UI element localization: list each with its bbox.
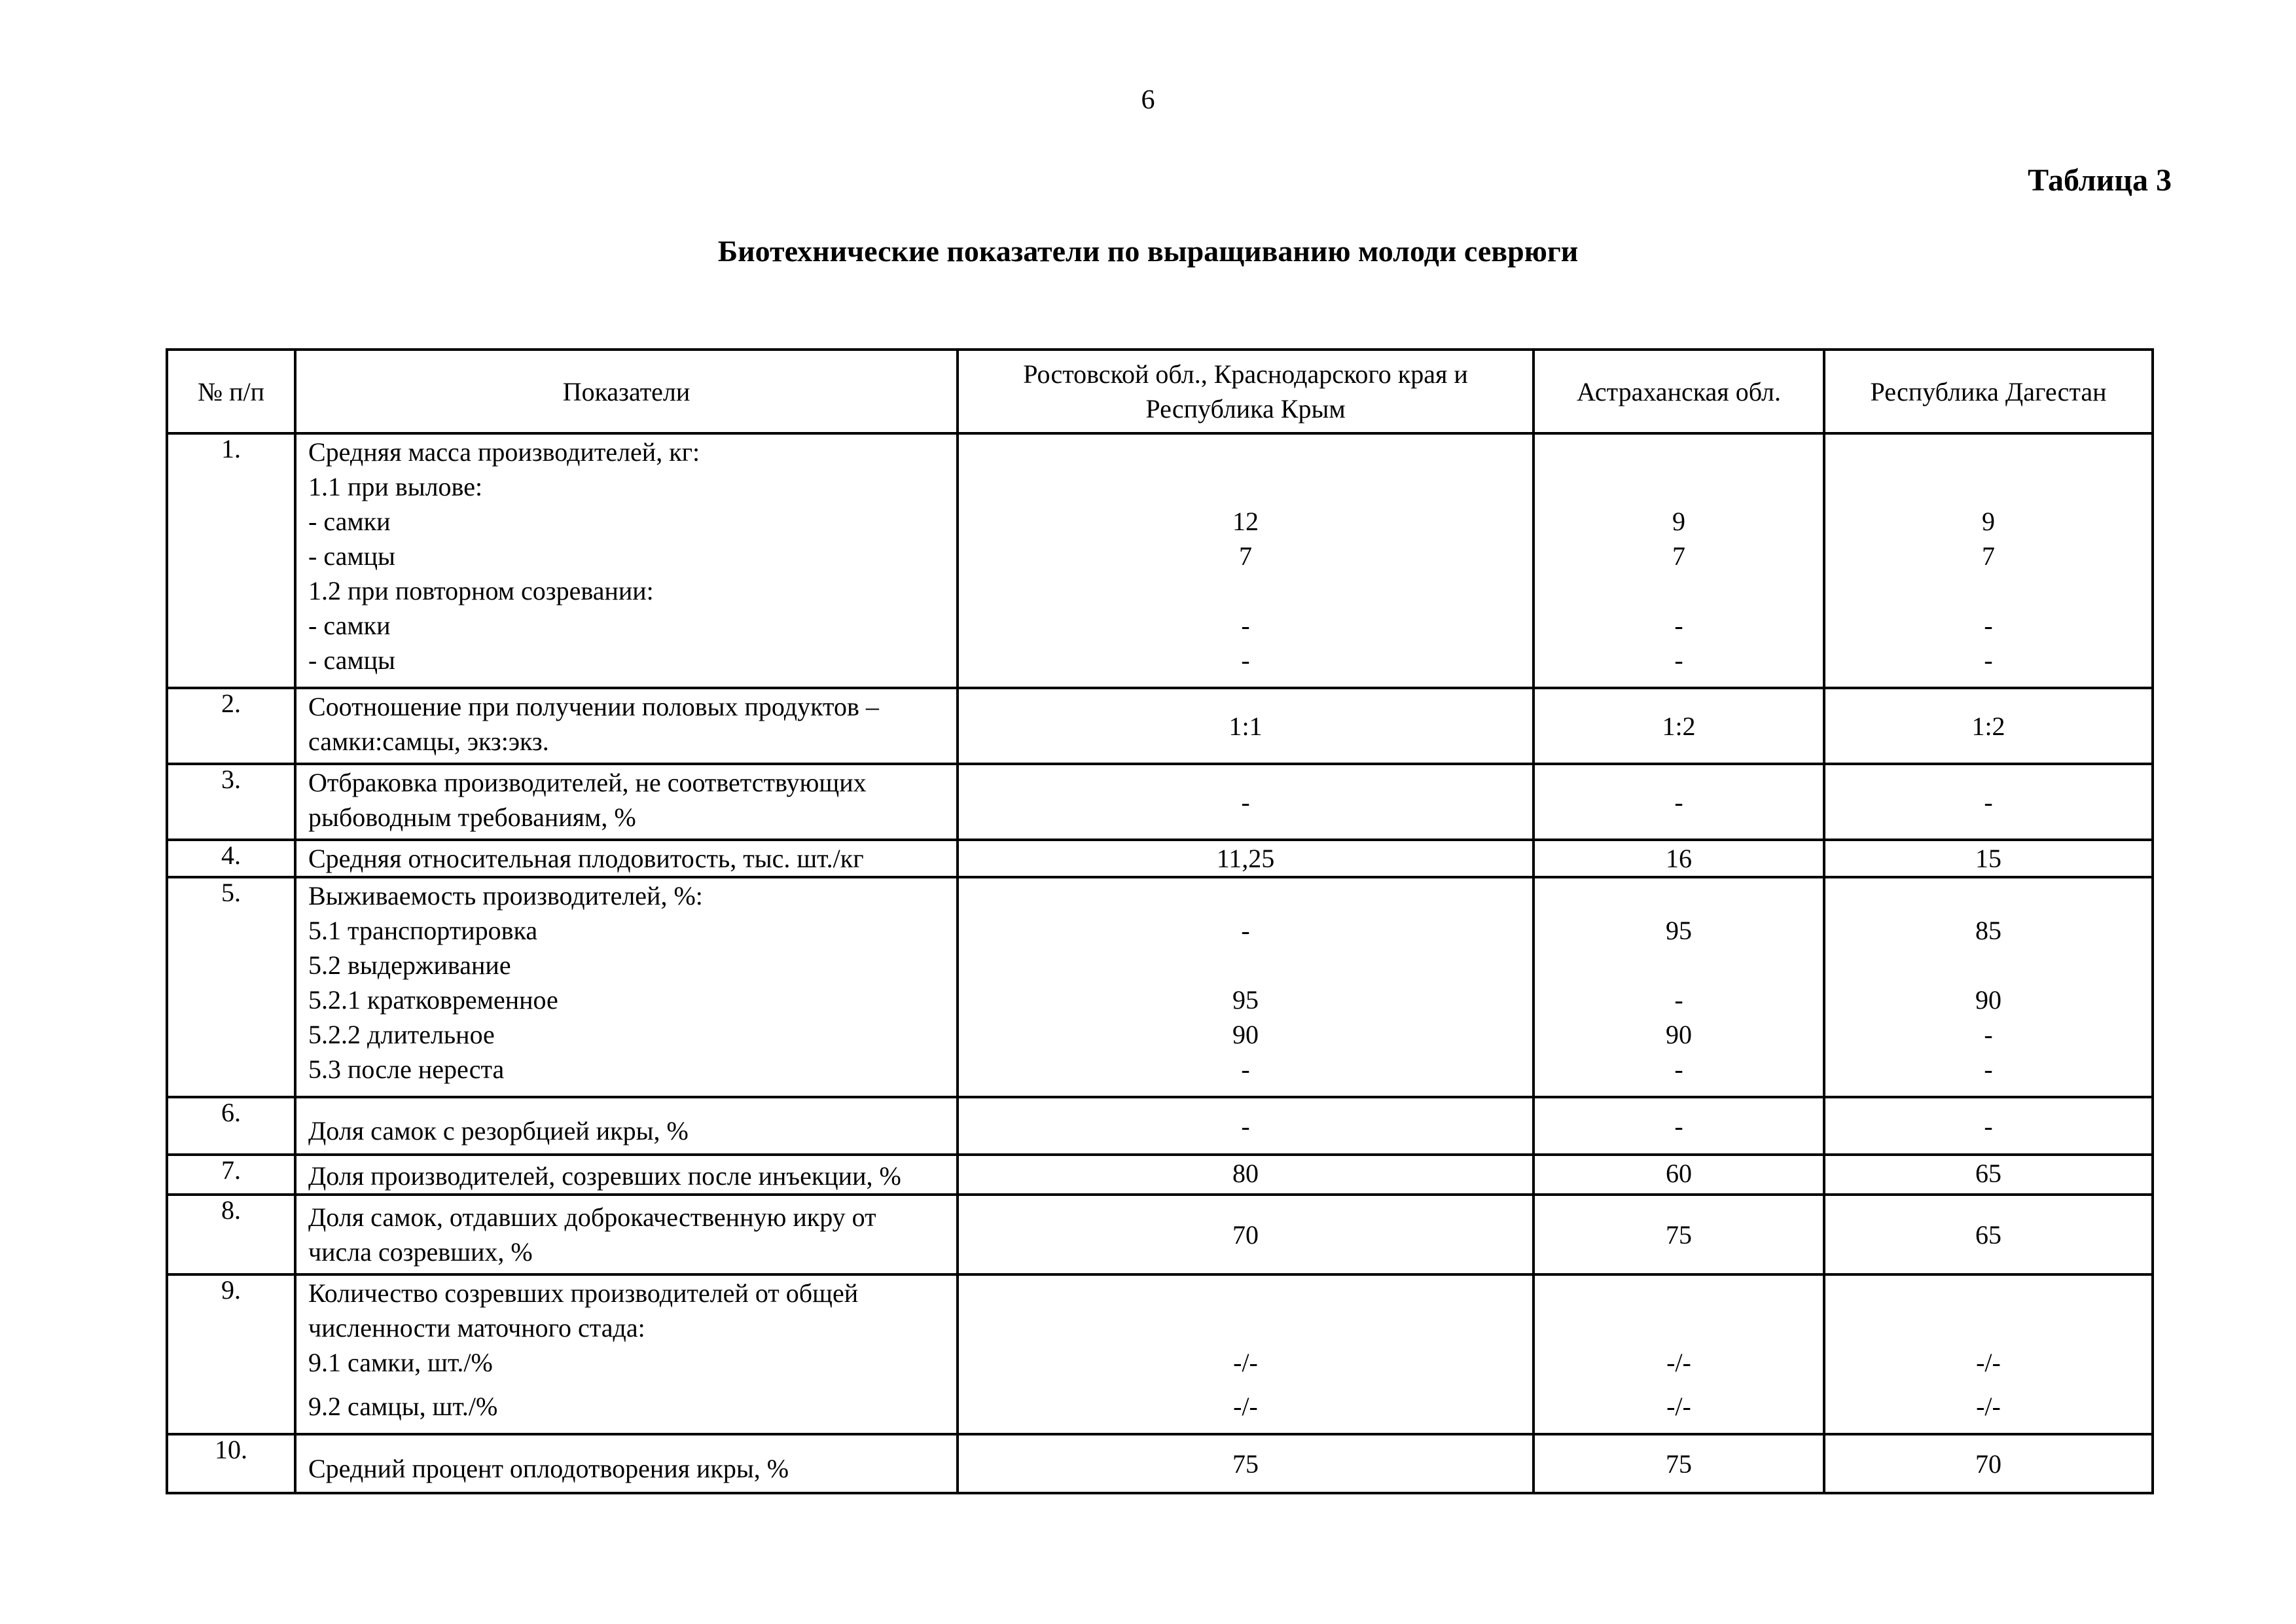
row-indicator (295, 877, 958, 1097)
value-rostov: - (958, 1097, 1534, 1155)
row-num: 9. (167, 1274, 295, 1434)
value-rostov: - (958, 764, 1534, 840)
value-line (1547, 1276, 1811, 1345)
value-line (1837, 573, 2140, 608)
row-num: 7. (167, 1155, 295, 1195)
value-line: - (1984, 645, 1993, 675)
value-line (1547, 573, 1811, 608)
table-label: Таблица 3 (2028, 163, 2172, 198)
value-line: 85 (1975, 916, 2001, 945)
value-line: -/- (1666, 1348, 1691, 1377)
value-astrakhan: 75 (1534, 1195, 1824, 1274)
value-line: 7 (1982, 541, 1995, 571)
value-line: - (1984, 1055, 1993, 1084)
value-line: - (1241, 611, 1250, 640)
header-indicator: Показатели (295, 350, 958, 433)
value-line (1547, 948, 1811, 983)
value-line: - (1241, 916, 1250, 945)
value-astrakhan: 60 (1534, 1155, 1824, 1195)
row-indicator: Отбраковка производителей, не соответствующих рыбоводным требованиям, % (295, 764, 958, 840)
indicator-line: 5.1 транспортировка (308, 916, 538, 945)
value-dagestan (1824, 877, 2153, 1097)
row-num: 5. (167, 877, 295, 1097)
value-rostov: 11,25 (958, 840, 1534, 877)
table-header-row (167, 350, 2153, 433)
row-indicator (295, 433, 958, 688)
header-astrakhan: Астраханская обл. (1534, 350, 1824, 433)
indicator-line: 1.1 при вылове: (308, 472, 483, 501)
value-line: - (1674, 1055, 1683, 1084)
value-line: - (1984, 611, 1993, 640)
header-dagestan: Республика Дагестан (1824, 350, 2153, 433)
header-num: № п/п (167, 350, 295, 433)
value-line (1837, 948, 2140, 983)
indicator-line: - самки (308, 507, 391, 536)
row-indicator: Соотношение при получении половых продуктов – самки:самцы, экз:экз. (295, 688, 958, 764)
value-line: 90 (1232, 1020, 1259, 1049)
indicator-line: 5.2.2 длительное (308, 1020, 495, 1049)
row-indicator (295, 1274, 958, 1434)
row-num: 6. (167, 1097, 295, 1155)
value-rostov: 80 (958, 1155, 1534, 1195)
value-astrakhan (1534, 1274, 1824, 1434)
value-line: 95 (1232, 985, 1259, 1015)
value-dagestan: 65 (1824, 1195, 2153, 1274)
indicator-line: - самцы (308, 541, 395, 571)
value-rostov: 1:1 (958, 688, 1534, 764)
row-num: 3. (167, 764, 295, 840)
table-row (167, 840, 2153, 877)
value-line: - (1674, 611, 1683, 640)
value-line: - (1674, 985, 1683, 1015)
row-indicator: Средний процент оплодотворения икры, % (295, 1434, 958, 1493)
value-astrakhan (1534, 877, 1824, 1097)
value-line (971, 573, 1520, 608)
value-line (1837, 435, 2140, 469)
value-line: 95 (1666, 916, 1692, 945)
value-dagestan (1824, 1274, 2153, 1434)
table-row (167, 1097, 2153, 1155)
value-dagestan: 70 (1824, 1434, 2153, 1493)
table-row (167, 1155, 2153, 1195)
value-rostov (958, 1274, 1534, 1434)
value-dagestan: 15 (1824, 840, 2153, 877)
value-line: - (1241, 645, 1250, 675)
value-line: -/- (1976, 1392, 2001, 1421)
value-line: -/- (1233, 1392, 1258, 1421)
value-line (1837, 1276, 2140, 1345)
header-rostov-krasnodar-crimea: Ростовской обл., Краснодарского края и Республика Крым (958, 350, 1534, 433)
value-line: 9 (1672, 507, 1685, 536)
row-indicator: Средняя относительная плодовитость, тыс. шт./кг (295, 840, 958, 877)
indicator-line: 9.1 самки, шт./% (308, 1348, 493, 1377)
value-dagestan: - (1824, 1097, 2153, 1155)
value-line: 90 (1666, 1020, 1692, 1049)
row-indicator: Доля самок, отдавших доброкачественную икру от числа созревших, % (295, 1195, 958, 1274)
indicator-line: Количество созревших производителей от общей численности маточного стада: (308, 1278, 859, 1343)
value-dagestan (1824, 433, 2153, 688)
indicator-line: 5.2.1 кратковременное (308, 985, 558, 1015)
row-num: 4. (167, 840, 295, 877)
value-line: 7 (1239, 541, 1252, 571)
indicator-line: Выживаемость производителей, %: (308, 881, 703, 911)
value-line: -/- (1976, 1348, 2001, 1377)
value-astrakhan (1534, 433, 1824, 688)
value-line (971, 469, 1520, 504)
value-line (971, 1276, 1520, 1345)
indicator-line: 1.2 при повторном созревании: (308, 576, 654, 605)
value-rostov: 70 (958, 1195, 1534, 1274)
row-num: 1. (167, 433, 295, 688)
value-line (1547, 878, 1811, 913)
value-line (1837, 878, 2140, 913)
indicator-line: - самки (308, 611, 391, 640)
value-line: - (1241, 1055, 1250, 1084)
value-astrakhan: 75 (1534, 1434, 1824, 1493)
value-astrakhan: - (1534, 764, 1824, 840)
value-astrakhan: 16 (1534, 840, 1824, 877)
value-line: 90 (1975, 985, 2001, 1015)
row-num: 10. (167, 1434, 295, 1493)
value-line: -/- (1233, 1348, 1258, 1377)
table-row (167, 1434, 2153, 1493)
indicator-line: 5.2 выдерживание (308, 950, 511, 980)
value-rostov (958, 877, 1534, 1097)
value-line: - (1674, 645, 1683, 675)
value-dagestan: 1:2 (1824, 688, 2153, 764)
value-line (971, 948, 1520, 983)
value-astrakhan: 1:2 (1534, 688, 1824, 764)
table-row (167, 688, 2153, 764)
value-astrakhan: - (1534, 1097, 1824, 1155)
indicator-line: - самцы (308, 645, 395, 675)
table-row (167, 1274, 2153, 1434)
row-indicator: Доля производителей, созревших после инъекции, % (295, 1155, 958, 1195)
indicator-line: 5.3 после нереста (308, 1055, 505, 1084)
value-line: 9 (1982, 507, 1995, 536)
value-line (971, 878, 1520, 913)
value-line (971, 435, 1520, 469)
row-indicator: Доля самок с резорбцией икры, % (295, 1097, 958, 1155)
row-num: 2. (167, 688, 295, 764)
page-number: 6 (1141, 85, 1155, 115)
value-line: 12 (1232, 507, 1259, 536)
table-row (167, 1195, 2153, 1274)
value-line: - (1984, 1020, 1993, 1049)
table-row (167, 877, 2153, 1097)
value-line: 7 (1672, 541, 1685, 571)
indicator-line: Средняя масса производителей, кг: (308, 437, 700, 467)
value-dagestan: 65 (1824, 1155, 2153, 1195)
table-row (167, 433, 2153, 688)
value-rostov (958, 433, 1534, 688)
value-line (1547, 435, 1811, 469)
document-title: Биотехнические показатели по выращиванию молоди севрюги (717, 234, 1579, 268)
table-row (167, 764, 2153, 840)
indicators-table (166, 348, 2154, 1494)
value-line (1547, 469, 1811, 504)
row-num: 8. (167, 1195, 295, 1274)
indicator-line: 9.2 самцы, шт./% (308, 1392, 498, 1421)
value-line: -/- (1666, 1392, 1691, 1421)
value-line (1837, 469, 2140, 504)
value-rostov: 75 (958, 1434, 1534, 1493)
value-dagestan: - (1824, 764, 2153, 840)
